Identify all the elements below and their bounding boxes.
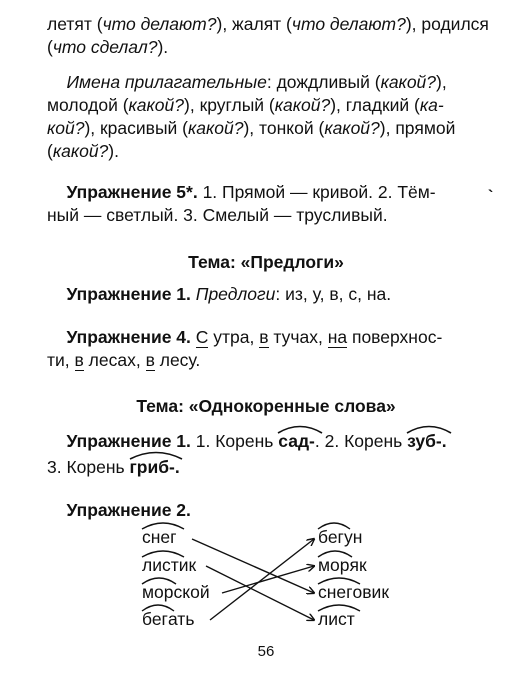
- text: .: [441, 431, 447, 451]
- root-text: бег: [142, 609, 168, 629]
- prepositions-label: Предлоги: [190, 284, 276, 304]
- text: ), круглый (: [184, 95, 275, 115]
- word-ending: овик: [352, 582, 389, 602]
- root-text: лист: [142, 555, 179, 575]
- question: что сделал?: [52, 37, 158, 57]
- text: ), жалят (: [216, 14, 292, 34]
- text: . 2. Корень: [314, 431, 408, 451]
- text: ти,: [47, 350, 75, 370]
- word-ending: як: [349, 555, 367, 575]
- text: летят (: [47, 14, 103, 34]
- exercise-label: Упражнение 1.: [66, 284, 191, 304]
- text: (: [47, 141, 53, 161]
- text: 1. Прямой — кривой. 2. Тём-: [197, 182, 436, 202]
- exercise-label: Упражнение 1.: [66, 431, 191, 451]
- question: какой?: [324, 118, 380, 138]
- question: ка-: [419, 95, 444, 115]
- text: ).: [108, 141, 119, 161]
- exercise-label: Упражнение 5*.: [66, 182, 198, 202]
- text: .: [174, 457, 180, 477]
- root-text: мор: [142, 582, 174, 602]
- arrow-marine-to-sailor: [222, 566, 314, 593]
- page-number: 56: [257, 643, 275, 660]
- root-text: лист: [318, 609, 355, 629]
- topic-heading-prepositions: Тема: «Предлоги»: [188, 252, 344, 272]
- text: 3. Корень: [47, 457, 130, 477]
- word-ending: ской: [173, 582, 210, 602]
- question: кой?: [47, 118, 85, 138]
- text: ), гладкий (: [330, 95, 420, 115]
- question: что делают?: [291, 14, 406, 34]
- exercise-label: Упражнение 4.: [66, 327, 191, 347]
- word-ending: ун: [343, 527, 363, 547]
- text: поверхнос-: [347, 327, 443, 347]
- exercise-label: Упражнение 2.: [66, 500, 191, 520]
- adjectives-label: Имена прилагательные: [66, 72, 267, 92]
- question: какой?: [380, 72, 437, 92]
- text: ), красивый (: [84, 118, 189, 138]
- root-text: бег: [318, 527, 344, 547]
- question: что делают?: [102, 14, 217, 34]
- text: ).: [157, 37, 169, 57]
- root-text: снег: [142, 527, 177, 547]
- root-text: мор: [318, 555, 350, 575]
- text: 1. Корень: [190, 431, 279, 451]
- underlined-preposition: в: [74, 350, 84, 370]
- text: ), тонкой (: [243, 118, 325, 138]
- underlined-preposition: в: [259, 327, 269, 347]
- arrow-run-to-runner: [210, 539, 314, 620]
- arrow-snow-to-snowman: [192, 539, 314, 593]
- root-text: зуб-: [407, 431, 442, 451]
- text: : дождливый (: [266, 72, 381, 92]
- underlined-preposition: на: [327, 327, 348, 347]
- question: какой?: [274, 95, 331, 115]
- word-ending: ать: [167, 609, 195, 629]
- text: ), прямой: [379, 118, 456, 138]
- text: лесу.: [154, 350, 201, 370]
- text: лесах,: [83, 350, 146, 370]
- text: тучах,: [268, 327, 328, 347]
- underlined-preposition: С: [195, 327, 209, 347]
- text: : из, у, в, с, на.: [275, 284, 392, 304]
- topic-heading-cognates: Тема: «Однокоренные слова»: [136, 396, 396, 416]
- word-ending: ик: [178, 555, 197, 575]
- question: какой?: [52, 141, 109, 161]
- text: (: [47, 37, 53, 57]
- text: ), родился: [405, 14, 489, 34]
- text: ный — светлый. 3. Смелый — трусливый.: [47, 205, 388, 225]
- text: ), молодой (: [47, 72, 447, 115]
- root-text: снег: [318, 582, 353, 602]
- question: какой?: [188, 118, 244, 138]
- root-text: гриб-: [129, 457, 175, 477]
- question: какой?: [128, 95, 185, 115]
- stray-mark: `: [488, 188, 494, 205]
- text: утра,: [208, 327, 260, 347]
- root-text: сад-: [278, 431, 315, 451]
- underlined-preposition: в: [145, 350, 155, 370]
